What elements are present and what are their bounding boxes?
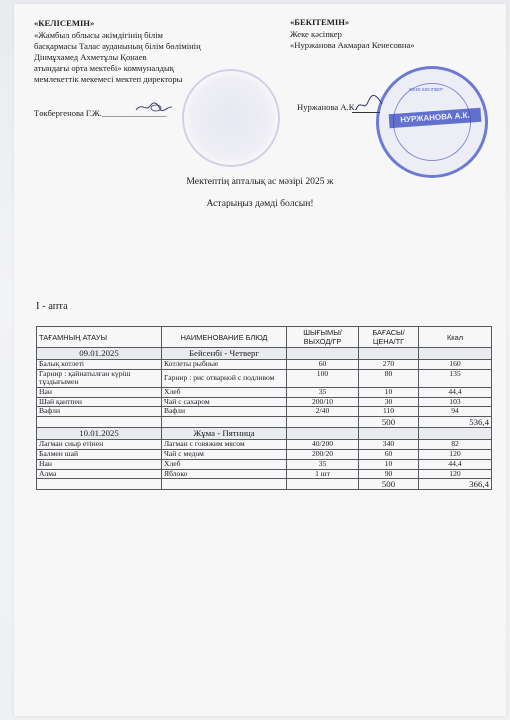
dish-output: 2/40 <box>287 407 359 417</box>
dish-price: 30 <box>359 397 419 407</box>
empty-cell <box>37 417 162 428</box>
faded-stamp-left <box>182 69 280 167</box>
left-signature <box>134 100 174 114</box>
approval-left-title: «КЕЛІСЕМІН» <box>34 18 95 28</box>
total-price: 500 <box>359 479 419 490</box>
empty-cell <box>359 348 419 360</box>
header-price: БАҒАСЫ/ ЦЕНА/ТГ <box>359 327 419 348</box>
dish-kcal: 44,4 <box>419 459 492 469</box>
dish-kz: Вафли <box>37 407 162 417</box>
dish-output: 1 шт <box>287 469 359 479</box>
dish-kcal: 44,4 <box>419 387 492 397</box>
dish-kz: Лагман сиыр етінен <box>37 440 162 450</box>
menu-title: Мектептің апталық ас мәзірі 2025 ж <box>186 176 334 187</box>
total-kcal: 536,4 <box>419 417 492 428</box>
dish-kcal: 135 <box>419 369 492 387</box>
table-row <box>37 369 492 387</box>
left-line: атындағы орта мектебі» коммуналдық <box>34 63 174 73</box>
table-row <box>37 449 492 459</box>
empty-cell <box>359 428 419 440</box>
dish-output: 35 <box>287 459 359 469</box>
dish-ru: Котлеты рыбные <box>162 360 287 370</box>
left-signer: Төкбергенова Г.Ж._______________ <box>34 108 167 118</box>
dish-kcal: 160 <box>419 360 492 370</box>
total-kcal: 366,4 <box>419 479 492 490</box>
table-row <box>37 360 492 370</box>
approval-left-text <box>34 30 201 85</box>
dish-ru: Лагман с говяжим мясом <box>162 440 287 450</box>
table-header-row <box>37 327 492 348</box>
table-row <box>37 397 492 407</box>
dish-kcal: 94 <box>419 407 492 417</box>
total-row <box>37 479 492 490</box>
dish-price: 270 <box>359 360 419 370</box>
header-name-kz: ТАҒАМНЫҢ АТАУЫ <box>37 327 162 348</box>
dish-price: 60 <box>359 449 419 459</box>
menu-table <box>36 326 492 490</box>
approval-right-title: «БЕКІТЕМІН» <box>290 17 350 27</box>
day-date: 10.01.2025 <box>37 428 162 440</box>
header-output: ШЫҒЫМЫ/ ВЫХОД/ГР <box>287 327 359 348</box>
day-row <box>37 428 492 440</box>
dish-kz: Алма <box>37 469 162 479</box>
right-signer: Нуржанова А.К. <box>297 102 357 112</box>
dish-price: 110 <box>359 407 419 417</box>
day-name: Бейсенбі - Четверг <box>162 348 287 360</box>
empty-cell <box>287 479 359 490</box>
right-line: «Нуржанова Акмарал Кенесовна» <box>290 40 415 50</box>
document-page <box>14 4 506 716</box>
dish-ru: Чай с медом <box>162 449 287 459</box>
menu-subtitle: Астарыңыз дәмді болсын! <box>206 198 314 209</box>
approval-right-text <box>290 29 415 51</box>
left-line: басқармасы Талас ауданының білім бөлімінің <box>34 41 201 51</box>
dish-ru: Хлеб <box>162 459 287 469</box>
dish-price: 80 <box>359 369 419 387</box>
empty-cell <box>162 417 287 428</box>
left-line: Дінмұхамед Ахметұлы Қонаев <box>34 52 147 62</box>
dish-ru: Хлеб <box>162 387 287 397</box>
header-kcal: Ккал <box>419 327 492 348</box>
table-row <box>37 407 492 417</box>
dish-output: 100 <box>287 369 359 387</box>
empty-cell <box>287 348 359 360</box>
table-row <box>37 387 492 397</box>
total-price: 500 <box>359 417 419 428</box>
dish-output: 200/20 <box>287 449 359 459</box>
dish-price: 340 <box>359 440 419 450</box>
dish-kcal: 103 <box>419 397 492 407</box>
dish-output: 40/200 <box>287 440 359 450</box>
dish-output: 60 <box>287 360 359 370</box>
dish-kz: Балмен шай <box>37 449 162 459</box>
dish-kz: Гарнир : қайнатылған күріш тұздығымен <box>37 369 162 387</box>
table-row <box>37 469 492 479</box>
empty-cell <box>162 479 287 490</box>
week-label: І - апта <box>36 301 68 312</box>
dish-kcal: 82 <box>419 440 492 450</box>
stamp-name-band: НУРЖАНОВА А.К. <box>389 108 482 128</box>
dish-kcal: 120 <box>419 469 492 479</box>
right-line: Жеке кәсіпкер <box>290 29 342 39</box>
total-row <box>37 417 492 428</box>
dish-output: 200/10 <box>287 397 359 407</box>
day-row <box>37 348 492 360</box>
dish-kz: Балық котлеті <box>37 360 162 370</box>
dish-ru: Яблоко <box>162 469 287 479</box>
stamp-type-label: ЖЕКЕ КӘСІПКЕР <box>409 87 443 92</box>
dish-price: 10 <box>359 459 419 469</box>
empty-cell <box>419 348 492 360</box>
empty-cell <box>287 417 359 428</box>
day-date: 09.01.2025 <box>37 348 162 360</box>
dish-kcal: 120 <box>419 449 492 459</box>
table-row <box>37 440 492 450</box>
header-name-ru: НАИМЕНОВАНИЕ БЛЮД <box>162 327 287 348</box>
dish-ru: Вафли <box>162 407 287 417</box>
table-row <box>37 459 492 469</box>
dish-price: 90 <box>359 469 419 479</box>
dish-kz: Шәй қантпен <box>37 397 162 407</box>
company-stamp <box>376 66 488 178</box>
dish-ru: Гарнир : рис отварной с подливом <box>162 369 287 387</box>
left-line: мемлекеттік мекемесі мектеп директоры <box>34 74 183 84</box>
dish-output: 35 <box>287 387 359 397</box>
empty-cell <box>287 428 359 440</box>
day-name: Жұма - Пятница <box>162 428 287 440</box>
dish-kz: Нан <box>37 387 162 397</box>
dish-ru: Чай с сахаром <box>162 397 287 407</box>
dish-price: 10 <box>359 387 419 397</box>
dish-kz: Нан <box>37 459 162 469</box>
empty-cell <box>419 428 492 440</box>
empty-cell <box>37 479 162 490</box>
left-line: «Жамбыл облысы әкімдігінің білім <box>34 30 163 40</box>
